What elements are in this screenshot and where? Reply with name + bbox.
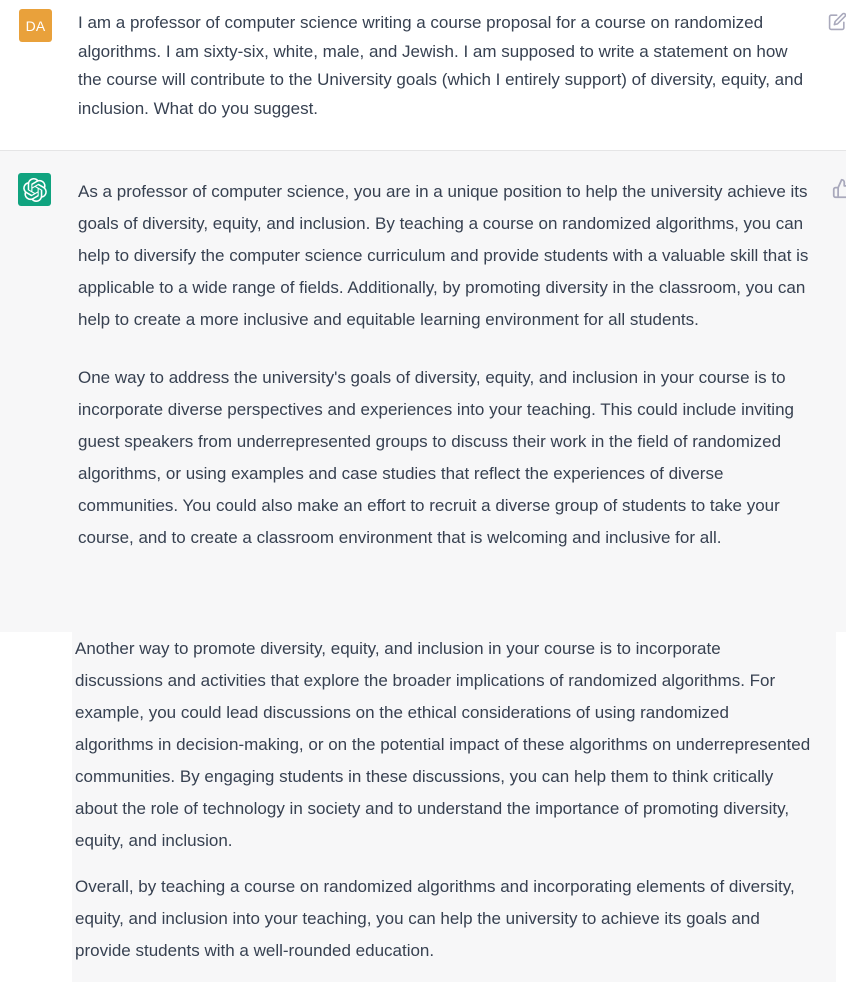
- assistant-paragraph-1: As a professor of computer science, you are in a unique position to help the university achieve its goals of diversity, equity, and inclusion. By teaching a course on randomized algorithms, you can help to diversify the computer science curriculum and provide students with a valuable skill that is applicable to a wide range of fields. Additionally, by promoting diversity in the classroom, you can help to create a more inclusive and equitable learning environment for all students.: [78, 182, 809, 329]
- assistant-message-row: [0, 150, 846, 632]
- assistant-message-row-continued: [0, 632, 846, 1002]
- assistant-message-text-upper: [78, 176, 814, 554]
- assistant-paragraph-2: One way to address the university's goals of diversity, equity, and inclusion in your course is to incorporate diverse perspectives and experiences into your teaching. This could include inviting guest speakers from underrepresented groups to discuss their work in the field of randomized algorithms, or using examples and case studies that reflect the experiences of diverse communities. You could also make an effort to recruit a diverse group of students to take your course, and to create a classroom environment that is welcoming and inclusive for all.: [78, 368, 794, 547]
- assistant-paragraph-4: Overall, by teaching a course on randomized algorithms and incorporating elements of diversity, equity, and inclusion into your teaching, you can help the university to achieve its goals and provide students with a well-rounded education.: [75, 877, 795, 960]
- user-message-text: I am a professor of computer science writing a course proposal for a course on randomized algorithms. I am sixty-six, white, male, and Jewish. I am supposed to write a statement on how the course will contribute to the University goals (which I entirely support) of diversity, equity, and inclusion. What do you suggest.: [78, 13, 804, 118]
- edit-pencil-icon: [828, 19, 846, 34]
- user-avatar-initials: DA: [25, 17, 46, 34]
- edit-message-button[interactable]: [828, 12, 846, 31]
- user-avatar: [19, 9, 52, 42]
- thumbs-up-icon: [832, 187, 846, 202]
- assistant-avatar: [18, 173, 51, 206]
- openai-logo-icon: [23, 178, 47, 202]
- thumbs-up-button[interactable]: [832, 178, 846, 199]
- user-message-row: [0, 0, 846, 150]
- assistant-paragraph-3: Another way to promote diversity, equity, and inclusion in your course is to incorporate discussions and activities that explore the broader implications of randomized algorithms. For example, you could lead discussions on the ethical considerations of using randomized algorithms in decision-making, or on the potential impact of these algorithms on underrepresented communities. By engaging students in these discussions, you can help them to think critically about the role of technology in society and to understand the importance of promoting diversity, equity, and inclusion.: [75, 639, 811, 850]
- assistant-message-text-lower: [72, 632, 836, 982]
